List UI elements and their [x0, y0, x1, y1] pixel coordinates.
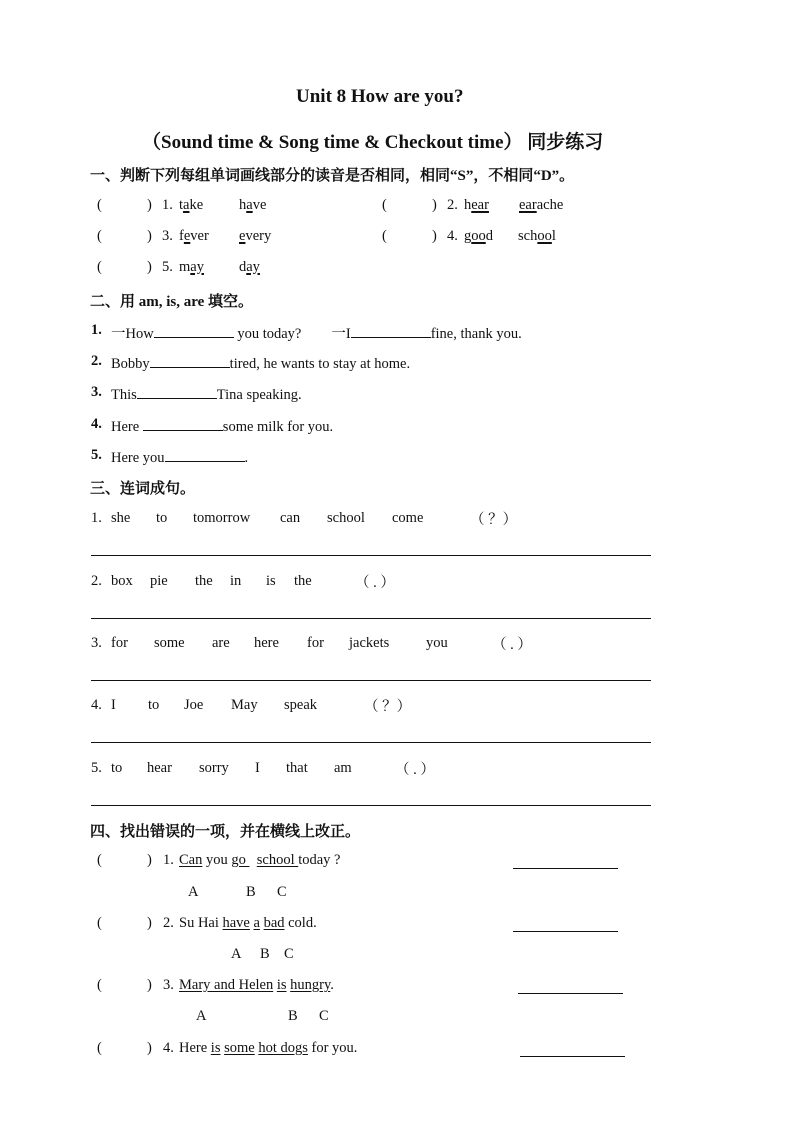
word-2 — [519, 197, 563, 214]
scrambled-word: am — [334, 760, 352, 776]
punctuation-hint: （ . ） — [355, 575, 395, 591]
answer-blank[interactable] — [143, 416, 223, 431]
answer-paren-close: ) — [147, 852, 152, 868]
word-1 — [179, 259, 204, 276]
correction-line[interactable] — [513, 931, 618, 932]
option-letter: B — [288, 1008, 298, 1024]
answer-paren-open: ( — [382, 197, 387, 213]
page-subtitle: （Sound time & Song time & Checkout time） 同步练习 — [142, 132, 604, 153]
scrambled-word: she — [111, 510, 131, 526]
punctuation-hint: （ ？） — [364, 699, 412, 715]
text-part: This — [111, 387, 137, 403]
punctuation-hint: （ . ） — [395, 762, 435, 778]
word-2 — [239, 228, 271, 245]
underlined-option: go — [231, 852, 250, 868]
item-number: 1. — [91, 510, 102, 526]
text-part: Here — [179, 1040, 211, 1056]
scrambled-word: that — [286, 760, 308, 776]
text-part: 一How — [111, 326, 154, 342]
option-letter: C — [284, 946, 294, 962]
fill-in-line — [111, 353, 410, 373]
punctuation-hint: （ ？） — [470, 512, 518, 528]
option-letter: A — [196, 1008, 207, 1024]
answer-blank[interactable] — [154, 323, 234, 338]
text-part: you today? — [233, 326, 302, 342]
scrambled-word: jackets — [349, 635, 390, 651]
word-1-part: h — [464, 197, 472, 213]
word-2-part: l — [551, 228, 556, 244]
word-1 — [179, 228, 209, 245]
word-1-part: d — [485, 228, 493, 244]
word-2-part: d — [239, 259, 247, 275]
option-letter: A — [231, 946, 242, 962]
word-1-part: ke — [189, 197, 204, 213]
scrambled-word: can — [280, 510, 301, 526]
fill-in-line — [111, 384, 302, 404]
punctuation-hint: （ . ） — [492, 637, 532, 653]
word-1 — [464, 197, 489, 214]
fill-in-line — [111, 416, 333, 436]
scrambled-word: for — [111, 635, 128, 651]
answer-paren-close: ) — [432, 228, 437, 244]
word-2-part: h — [239, 197, 247, 213]
item-number: 1. — [91, 322, 102, 338]
answer-blank[interactable] — [137, 384, 217, 399]
item-number: 1. — [162, 197, 173, 213]
answer-paren-close: ) — [147, 228, 152, 244]
scrambled-word: hear — [147, 760, 172, 776]
text-part: fine, thank you. — [430, 326, 522, 342]
text-part: tired, he wants to stay at home. — [229, 356, 411, 372]
word-1-underlined: a — [183, 197, 190, 213]
answer-paren-close: ) — [147, 1040, 152, 1056]
word-2-part: very — [245, 228, 272, 244]
scrambled-word: speak — [284, 697, 318, 713]
text-part — [249, 852, 256, 868]
scrambled-word: to — [111, 760, 123, 776]
item-number: 3. — [162, 228, 173, 244]
fill-in-line — [111, 447, 248, 467]
answer-line[interactable] — [91, 742, 651, 743]
answer-line[interactable] — [91, 618, 651, 619]
answer-paren-open: ( — [97, 1040, 102, 1056]
underlined-option: some — [224, 1040, 255, 1056]
answer-paren-open: ( — [97, 852, 102, 868]
answer-blank[interactable] — [165, 447, 245, 462]
sentence — [179, 852, 341, 869]
word-2-part: sch — [518, 228, 538, 244]
scrambled-word: May — [231, 697, 258, 713]
underlined-option: is — [210, 1040, 221, 1056]
underlined-option: school — [256, 852, 299, 868]
answer-paren-open: ( — [97, 259, 102, 275]
text-part: for you. — [307, 1040, 358, 1056]
option-letter: B — [260, 946, 270, 962]
word-2-underlined: a — [246, 197, 253, 213]
scrambled-word: I — [255, 760, 260, 776]
section-2-heading: 二、用 am, is, are 填空。 — [90, 294, 254, 310]
answer-paren-close: ) — [432, 197, 437, 213]
word-1-part: g — [464, 228, 472, 244]
item-number: 2. — [91, 573, 102, 589]
word-1-part: f — [179, 228, 184, 244]
item-number: 2. — [163, 915, 174, 931]
text-part: Bobby — [111, 356, 150, 372]
scrambled-word: Joe — [184, 697, 204, 713]
scrambled-word: the — [294, 573, 312, 589]
underlined-option: have — [222, 915, 250, 931]
item-number: 3. — [91, 384, 102, 400]
text-part: some milk for you. — [222, 419, 334, 435]
underlined-option: bad — [263, 915, 285, 931]
section-1-heading: 一、判断下列每组单词画线部分的读音是否相同，相同“S”，不相同“D”。 — [90, 168, 575, 184]
fill-in-line — [111, 322, 522, 343]
word-2 — [239, 197, 266, 214]
scrambled-word: pie — [150, 573, 168, 589]
scrambled-word: is — [266, 573, 276, 589]
underlined-option: hot dogs — [258, 1040, 308, 1056]
scrambled-word: in — [230, 573, 242, 589]
word-2 — [518, 228, 556, 245]
underlined-option: Can — [179, 852, 203, 868]
word-1-underlined: oo — [471, 228, 486, 244]
scrambled-word: tomorrow — [193, 510, 251, 526]
word-2 — [239, 259, 260, 276]
text-part: Here you — [111, 450, 165, 466]
item-number: 4. — [447, 228, 458, 244]
word-1-part: m — [179, 259, 191, 275]
scrambled-word: are — [212, 635, 230, 651]
sentence — [179, 977, 334, 994]
scrambled-word: to — [148, 697, 160, 713]
word-2-part: ache — [536, 197, 564, 213]
word-1 — [179, 197, 203, 214]
word-1-underlined: e — [183, 228, 191, 244]
text-part: Su Hai — [179, 915, 223, 931]
text-part: you — [202, 852, 232, 868]
underlined-option: Mary and Helen — [179, 977, 274, 993]
answer-paren-open: ( — [97, 197, 102, 213]
item-number: 2. — [447, 197, 458, 213]
answer-paren-close: ) — [147, 197, 152, 213]
item-number: 1. — [163, 852, 174, 868]
item-number: 5. — [91, 447, 102, 463]
word-2-underlined: ay — [246, 259, 260, 275]
correction-line[interactable] — [518, 993, 623, 994]
scrambled-word: the — [195, 573, 213, 589]
scrambled-word: here — [254, 635, 279, 651]
answer-blank[interactable] — [150, 353, 230, 368]
sentence — [179, 1040, 357, 1057]
word-2-underlined: ear — [519, 197, 537, 213]
answer-line[interactable] — [91, 680, 651, 681]
scrambled-word: some — [154, 635, 185, 651]
answer-paren-close: ) — [147, 915, 152, 931]
word-1 — [464, 228, 493, 245]
sentence — [179, 915, 317, 932]
option-letter: B — [246, 884, 256, 900]
item-number: 3. — [163, 977, 174, 993]
answer-paren-open: ( — [97, 977, 102, 993]
item-number: 4. — [163, 1040, 174, 1056]
scrambled-word: box — [111, 573, 133, 589]
scrambled-word: come — [392, 510, 424, 526]
answer-paren-open: ( — [97, 228, 102, 244]
option-letter: C — [277, 884, 287, 900]
page-title: Unit 8 How are you? — [296, 86, 464, 107]
text-part: . — [244, 450, 249, 466]
word-1-underlined: ear — [471, 197, 489, 213]
scrambled-word: sorry — [199, 760, 229, 776]
text-part: Tina speaking. — [216, 387, 302, 403]
correction-line[interactable] — [520, 1056, 625, 1057]
text-part: cold. — [284, 915, 317, 931]
word-2-part: ve — [252, 197, 267, 213]
answer-line[interactable] — [91, 805, 651, 806]
word-1-part: t — [179, 197, 184, 213]
scrambled-word: school — [327, 510, 365, 526]
item-number: 4. — [91, 416, 102, 432]
word-2-underlined: e — [239, 228, 246, 244]
word-2-underlined: oo — [537, 228, 552, 244]
answer-line[interactable] — [91, 555, 651, 556]
answer-paren-open: ( — [382, 228, 387, 244]
underlined-option: hungry — [290, 977, 331, 993]
correction-line[interactable] — [513, 868, 618, 869]
underlined-option: is — [276, 977, 287, 993]
answer-paren-open: ( — [97, 915, 102, 931]
text-part: today ? — [298, 852, 341, 868]
item-number: 3. — [91, 635, 102, 651]
answer-paren-close: ) — [147, 259, 152, 275]
option-letter: C — [319, 1008, 329, 1024]
text-part: 一I — [331, 326, 351, 342]
text-part: Here — [111, 419, 143, 435]
section-3-heading: 三、连词成句。 — [90, 481, 196, 497]
word-1-part: ver — [190, 228, 209, 244]
item-number: 2. — [91, 353, 102, 369]
section-4-heading: 四、找出错误的一项，并在横线上改正。 — [90, 824, 361, 840]
word-1-underlined: ay — [190, 259, 204, 275]
item-number: 5. — [162, 259, 173, 275]
item-number: 4. — [91, 697, 102, 713]
answer-paren-close: ) — [147, 977, 152, 993]
text-part: . — [330, 977, 334, 993]
option-letter: A — [188, 884, 199, 900]
scrambled-word: to — [156, 510, 168, 526]
scrambled-word: for — [307, 635, 324, 651]
scrambled-word: you — [426, 635, 448, 651]
item-number: 5. — [91, 760, 102, 776]
answer-blank[interactable] — [351, 323, 431, 338]
scrambled-word: I — [111, 697, 116, 713]
underlined-option: a — [253, 915, 260, 931]
